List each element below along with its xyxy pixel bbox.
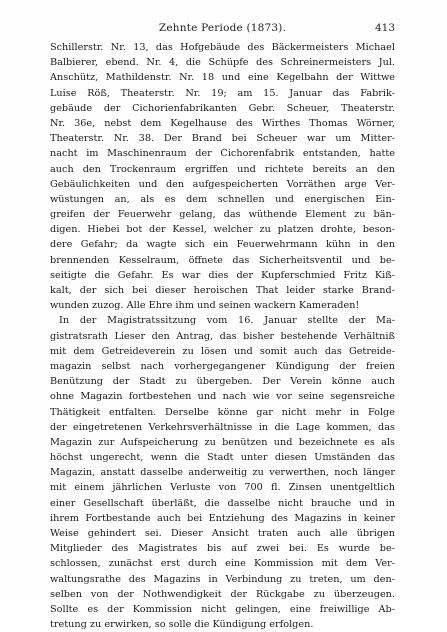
text-line: ohne Magazin fortbestehen und nach wie vor seine segensreiche xyxy=(50,391,395,403)
text-line: Benützung der Stadt zu übergeben. Der Verein könne auch xyxy=(50,376,395,388)
running-head xyxy=(50,22,395,38)
text-line: Magazin, anstatt dasselbe anderweitig zu verwerthen, noch länger xyxy=(50,467,395,479)
text-line: einer Gesellschaft überläßt, die dasselbe nicht brauche und in xyxy=(50,497,395,509)
text-line: wunden zuzog. Alle Ehre ihm und seinen wackern Kameraden! xyxy=(50,300,360,312)
text-line: Gebäulichkeiten und den aufgespeicherten Vorräthen arge Ver- xyxy=(50,178,395,190)
text-line: Theaterstr. Nr. 38. Der Brand bei Scheuer war um Mitter- xyxy=(50,133,395,145)
text-line: brennenden Kesselraum, öffnete das Sicherheitsventil und be- xyxy=(50,254,395,266)
text-line: Balbierer, ebend. Nr. 4, die Schüpfe des Schreinermeisters Jul. xyxy=(50,57,395,69)
text-line: nacht im Maschinenraum der Cichorenfabrik entstanden, hatte xyxy=(50,148,395,160)
text-line: kalt, der sich bei dieser heroischen That leider starke Brand- xyxy=(50,285,395,296)
text-line: höchst ungerecht, wenn die Stadt unter diesen Umständen das xyxy=(50,452,395,464)
text-line: Sollte es der Kommission nicht gelingen, eine freiwillige Ab- xyxy=(50,603,395,615)
text-line: gistratsrath Lieser den Antrag, das bisher bestehende Verhältniß xyxy=(50,330,395,342)
text-line: Thätigkeit entfalten. Derselbe könne gar nicht mehr in Folge xyxy=(50,406,395,418)
text-line: Weise gehindert sei. Dieser Ansicht traten auch alle übrigen xyxy=(50,528,395,539)
paragraph xyxy=(50,40,395,313)
text-line: dere Gefahr; da wagte sich ein Feuerwehrmann kühn in den xyxy=(50,239,395,251)
text-line: Nr. 36e, nebst dem Kegelhause des Wirthes Thomas Wörner, xyxy=(50,117,395,129)
text-line: ihrem Fortbestande auch bei Entziehung des Magazins in keiner xyxy=(50,512,395,524)
text-line: wüstungen an, als es dem schnellen und energischen Ein- xyxy=(50,193,395,205)
text-line: Anschütz, Mathildenstr. Nr. 18 und eine Kegelbahn der Wittwe xyxy=(50,72,395,84)
page-number: 413 xyxy=(374,22,395,34)
text-line: gebäude der Cichorienfabrikanten Gebr. Scheuer, Theaterstr. xyxy=(50,102,395,114)
text-line: Luise Röß, Theaterstr. Nr. 19; am 15. Januar das Fabrik- xyxy=(50,87,395,99)
text-line: der eingetretenen Verkehrsverhältnisse in die Lage kommen, das xyxy=(50,421,395,433)
body-text xyxy=(50,40,395,632)
text-line: schlossen, zunächst erst durch eine Kommission mit dem Ver- xyxy=(50,558,395,570)
running-title: Zehnte Periode (1873). xyxy=(158,22,287,34)
text-line: Schillerstr. Nr. 13, das Hofgebäude des Bäckermeisters Michael xyxy=(50,42,395,53)
text-line: selben von der Nothwendigkeit der Rückgabe zu überzeugen. xyxy=(50,588,395,600)
text-line: mit einem jährlichen Verluste von 700 fl. Zinsen unentgeltlich xyxy=(50,482,395,494)
text-line: auch den Trockenraum ergriffen und richtete bereits an den xyxy=(50,163,395,175)
text-line: digen. Hiebei bot der Kessel, welcher zu platzen drohte, beson- xyxy=(50,224,395,236)
text-line: In der Magistratssitzung vom 16. Januar stellte der Ma- xyxy=(59,315,395,327)
text-line: tretung zu erwirken, so solle die Kündigung erfolgen. xyxy=(50,619,314,631)
text-line: mit dem Getreideverein zu lösen und somit auch das Getreide- xyxy=(50,345,395,357)
text-line: magazin selbst nach vorhergegangener Kündigung der freien xyxy=(50,360,395,372)
text-line: seitigte die Gefahr. Es war dies der Kupferschmied Fritz Kiß- xyxy=(50,269,395,281)
text-line: waltungsrathe des Magazins in Verbindung zu treten, um den- xyxy=(50,573,395,585)
text-line: Magazin zur Aufspeicherung zu benützen und bezeichnete es als xyxy=(50,436,395,448)
text-line: Mitglieder des Magistrates bis auf zwei bei. Es wurde be- xyxy=(50,543,395,555)
paragraph xyxy=(50,313,395,632)
text-line: greifen der Feuerwehr gelang, das wüthende Element zu bän- xyxy=(50,209,395,221)
